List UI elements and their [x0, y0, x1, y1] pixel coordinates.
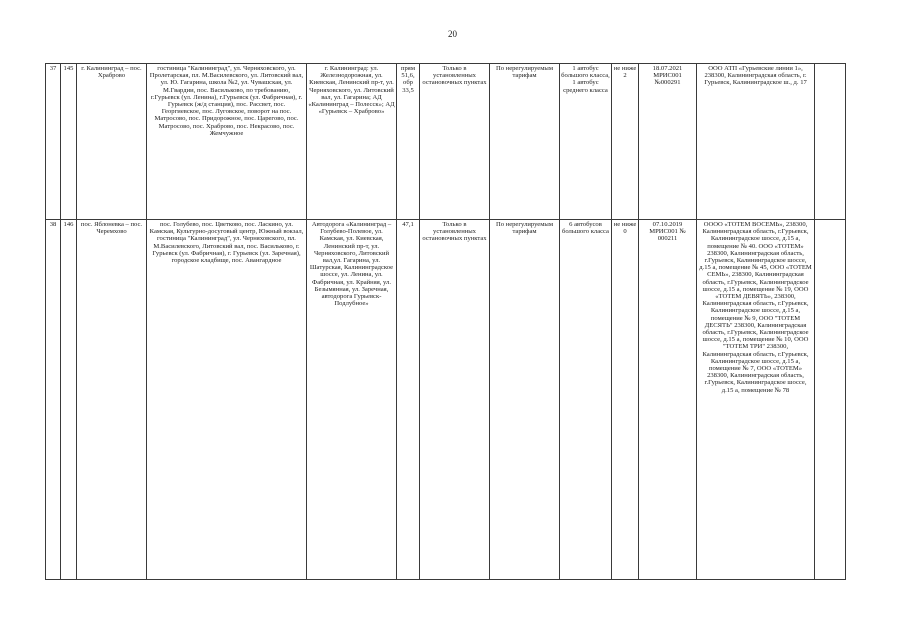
table-row [46, 64, 846, 220]
cell-reg-no: 38 [46, 220, 61, 580]
cell-length: прям 51,6, обр 33,5 [397, 64, 420, 220]
cell-route-no: 146 [61, 220, 77, 580]
cell-streets: Автодорога «Калининград – Голубево-Полевое, ул. Камская, ул. Киевская, Ленинский пр-т, ул. Черняховского, Литовский вал,ул. Гагарина, ул. Шатурская, Калининградское шоссе, ул. Ленина, ул. Фабричная, ул. Крайняя, ул. Безымянная, ул. Заречная, автодорога Гурьевск-Подлубное» [307, 220, 397, 580]
cell-cert: 18.07.2021 МРИС001 №000291 [639, 64, 697, 220]
cell-streets: г. Калининград: ул. Железнодорожная, ул. Киевская, Ленинский пр-т, ул. Черняховского, ул. Литовский вал, ул. Гагарина; АД «Калининград – Полесск»; АД «Гурьевск – Храброво» [307, 64, 397, 220]
cell-route-name: г. Калининград – пос. Храброво [77, 64, 147, 220]
cell-extra [815, 220, 846, 580]
cell-stops: гостиница "Калининград", ул. Черняховского, ул. Пролетарская, пл. М.Василевского, ул. Литовский вал, ул. Ю. Гагарина, школа №2, ул. Чувашская, ул. М.Гвардии, пос. Васильково, по требованию, г.Гурьевск (ул. Ленина), г.Гурьевск (ул. Фабричная), г. Гурьевск (ж/д станция), пос. Рассвет, пос. Георгиевское, пос. Луговское, поворот на пос. Матросово, пос. Придорожное, пос. Царегово, пос. Матросово, пос. Храброво, пос. Некрасово, пос. Жемчужное [147, 64, 307, 220]
cell-extra [815, 64, 846, 220]
cell-reg-no: 37 [46, 64, 61, 220]
page-number: 20 [448, 29, 457, 39]
cell-cert: 07.10.2019 МРИС001 № 000211 [639, 220, 697, 580]
cell-route-no: 145 [61, 64, 77, 220]
cell-stop-order: Только в установленных остановочных пунктах [420, 220, 490, 580]
cell-carrier: ООО АТП «Гурьевские линии 1», 238300, Калининградская область, г. Гурьевск, Калининградское ш., д. 17 [697, 64, 815, 220]
table-row [46, 220, 846, 580]
cell-vehicles: 1 автобус большого класса, 1 автобус среднего класса [560, 64, 612, 220]
cell-stops: пос. Голубево, пос. Цветково, пос. Ласкино, ул. Камская, Культурно-досуговый центр, Южный вокзал, гостиница "Калининград", ул. Черняховского, пл. М.Василевского, Литовский вал, пос. Васильково, г. Гурьевск (ул. Фабричная), г. Гурьевск (ул. Заречная), городское кладбище, пос. Авангардное [147, 220, 307, 580]
cell-route-name: пос. Яблоневка – пос. Черемхово [77, 220, 147, 580]
routes-table [45, 63, 846, 580]
cell-eco-class: не ниже 2 [612, 64, 639, 220]
cell-length: 47,1 [397, 220, 420, 580]
cell-tariff: По нерегулируемым тарифам [490, 220, 560, 580]
cell-tariff: По нерегулируемым тарифам [490, 64, 560, 220]
cell-eco-class: не ниже 0 [612, 220, 639, 580]
cell-carrier: ОООО «ТОТЕМ ВОСЕМЬ», 238300, Калининградская область, г.Гурьевск, Калининградское шоссе, д.15 а, помещение № 40. ООО «ТОТЕМ» 238300, Калининградская область, г.Гурьевск, Калининградское шоссе, д.15 а, помещение № 45, ООО «ТОТЕМ СЕМЬ», 238300, Калининградская область, г.Гурьевск, Калининградское шоссе, д.15 а, помещение № 19, ООО «ТОТЕМ ДЕВЯТЬ», 238300, Калининградская область, г.Гурьевск, Калининградское шоссе, д.15 а, помещение № 9, ООО "ТОТЕМ ДЕСЯТЬ" 238300, Калининградская область, г.Гурьевск, Калининградское шоссе, д.15 а, помещение № 10, ООО "ТОТЕМ ТРИ" 238300, Калининградская область, г.Гурьевск, Калининградское шоссе, д.15 а, помещение № 7, ООО «ТОТЕМ» 238300, Калининградская область, г.Гурьевск, Калининградское шоссе, д.15 а, помещение № 78 [697, 220, 815, 580]
cell-stop-order: Только в установленных остановочных пунктах [420, 64, 490, 220]
cell-vehicles: 6 автобусов большого класса [560, 220, 612, 580]
